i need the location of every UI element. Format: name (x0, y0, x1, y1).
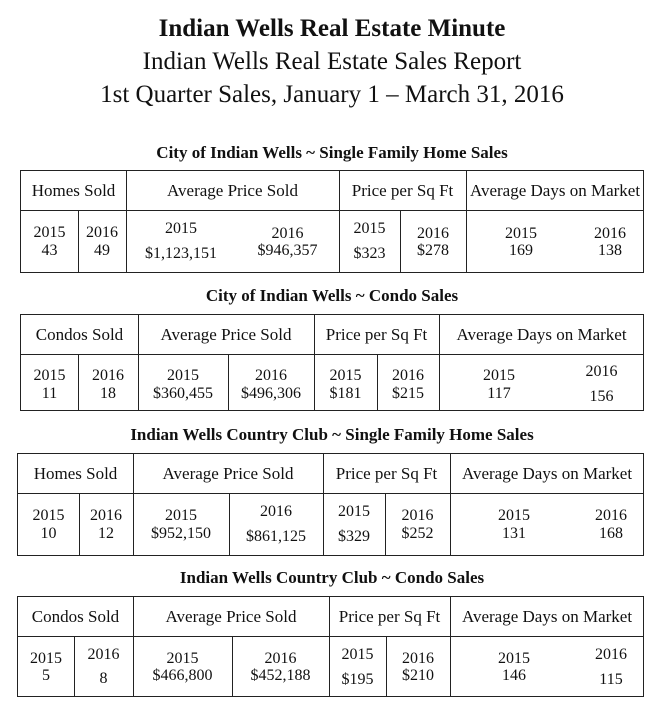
sold-2015-value: 11 (41, 385, 58, 402)
header-homes-sold: Homes Sold (33, 463, 118, 483)
days-2016-value: 115 (599, 671, 623, 688)
section-title-club-sfh: Indian Wells Country Club ~ Single Family Home Sales (130, 425, 534, 444)
table-header-row (21, 315, 643, 355)
table-header-row (21, 171, 643, 211)
days-2016-value: 168 (599, 525, 623, 542)
table-data-row (18, 494, 643, 555)
sqft-2015-label: 2015 (338, 503, 370, 520)
price-2015-value: $1,123,151 (145, 245, 217, 262)
sqft-2016-label: 2016 (401, 507, 434, 524)
price-2015-value: $466,800 (152, 667, 213, 684)
days-2016-value: 138 (598, 242, 622, 259)
table-data-row (21, 211, 643, 272)
sold-2016-value: 8 (99, 670, 108, 687)
price-2015-label: 2015 (167, 367, 199, 384)
sqft-2016-value: $215 (392, 385, 424, 402)
sold-2016-value: 18 (100, 385, 116, 402)
table-data-row (18, 637, 643, 696)
sold-2015-value: 10 (40, 525, 57, 542)
days-2015-value: 117 (487, 385, 511, 402)
sold-2016-label: 2016 (86, 224, 118, 241)
price-2016-label: 2016 (264, 650, 297, 667)
header-price-sqft: Price per Sq Ft (338, 606, 441, 626)
sqft-2016-label: 2016 (392, 367, 424, 384)
price-2016-label: 2016 (255, 367, 287, 384)
header-avg-price: Average Price Sold (162, 463, 294, 483)
price-2015-label: 2015 (166, 650, 199, 667)
header-avg-price: Average Price Sold (167, 180, 298, 200)
sqft-2015-label: 2015 (353, 220, 386, 237)
price-2015-label: 2015 (165, 220, 197, 237)
sqft-2016-value: $278 (417, 242, 449, 259)
report-period: 1st Quarter Sales, January 1 – March 31, 2016 (100, 81, 564, 108)
price-2016-value: $452,188 (250, 667, 311, 684)
table-data-row (21, 355, 643, 410)
days-2015-label: 2015 (498, 650, 530, 667)
price-2015-label: 2015 (165, 507, 197, 524)
sold-2016-value: 12 (98, 525, 114, 542)
header-price-sqft: Price per Sq Ft (351, 180, 454, 200)
sold-2015-label: 2015 (30, 650, 62, 667)
sqft-2016-label: 2016 (417, 225, 449, 242)
price-2016-value: $496,306 (241, 385, 301, 402)
days-2015-value: 146 (502, 667, 526, 684)
section-title-city-condo: City of Indian Wells ~ Condo Sales (205, 286, 459, 305)
days-2016-value: 156 (589, 388, 614, 405)
sqft-2015-value: $195 (341, 671, 374, 688)
table-club-sfh (17, 453, 644, 556)
sold-2015-value: 43 (41, 242, 58, 259)
days-2015-value: 169 (509, 242, 533, 259)
price-2015-value: $952,150 (151, 525, 211, 542)
sold-2015-label: 2015 (33, 367, 66, 384)
price-2015-value: $360,455 (153, 385, 213, 402)
header-days-on-market: Average Days on Market (461, 606, 633, 626)
sold-2016-label: 2016 (90, 507, 122, 524)
header-price-sqft: Price per Sq Ft (335, 463, 438, 483)
section-title-club-condo: Indian Wells Country Club ~ Condo Sales (179, 568, 485, 587)
header-price-sqft: Price per Sq Ft (325, 324, 428, 344)
table-club-condo (17, 596, 644, 697)
header-condos-sold: Condos Sold (35, 324, 124, 344)
page-title: Indian Wells Real Estate Minute (158, 15, 506, 42)
table-city-sfh (20, 170, 644, 273)
days-2015-label: 2015 (498, 507, 530, 524)
days-2016-label: 2016 (585, 363, 618, 380)
sqft-2015-value: $329 (338, 528, 370, 545)
header-avg-price: Average Price Sold (165, 606, 297, 626)
sqft-2015-value: $181 (329, 385, 362, 402)
header-days-on-market: Average Days on Market (456, 324, 627, 344)
header-days-on-market: Average Days on Market (461, 463, 633, 483)
header-homes-sold: Homes Sold (31, 180, 116, 200)
header-avg-price: Average Price Sold (160, 324, 292, 344)
price-2016-label: 2016 (271, 225, 304, 242)
days-2016-label: 2016 (595, 646, 627, 663)
sqft-2015-label: 2015 (329, 367, 362, 384)
table-header-row (18, 454, 643, 494)
sold-2016-label: 2016 (92, 367, 124, 384)
sqft-2016-value: $210 (402, 667, 434, 684)
sold-2015-value: 5 (42, 667, 50, 684)
header-condos-sold: Condos Sold (31, 606, 120, 626)
days-2015-value: 131 (502, 525, 526, 542)
section-title-city-sfh: City of Indian Wells ~ Single Family Home Sales (156, 143, 508, 162)
sold-2016-value: 49 (94, 242, 110, 259)
sold-2015-label: 2015 (32, 507, 65, 524)
days-2015-label: 2015 (505, 225, 537, 242)
sqft-2015-label: 2015 (341, 646, 374, 663)
price-2016-value: $946,357 (257, 242, 318, 259)
table-header-row (18, 597, 643, 637)
table-city-condo (20, 314, 644, 411)
sold-2016-label: 2016 (87, 646, 120, 663)
days-2015-label: 2015 (483, 367, 515, 384)
header-days-on-market: Average Days on Market (469, 180, 641, 200)
days-2016-label: 2016 (594, 225, 626, 242)
price-2016-label: 2016 (260, 503, 292, 520)
sqft-2016-label: 2016 (402, 650, 434, 667)
sqft-2015-value: $323 (353, 245, 386, 262)
sold-2015-label: 2015 (33, 224, 66, 241)
price-2016-value: $861,125 (246, 528, 306, 545)
report-subtitle: Indian Wells Real Estate Sales Report (142, 48, 522, 75)
days-2016-label: 2016 (595, 507, 627, 524)
sqft-2016-value: $252 (401, 525, 434, 542)
